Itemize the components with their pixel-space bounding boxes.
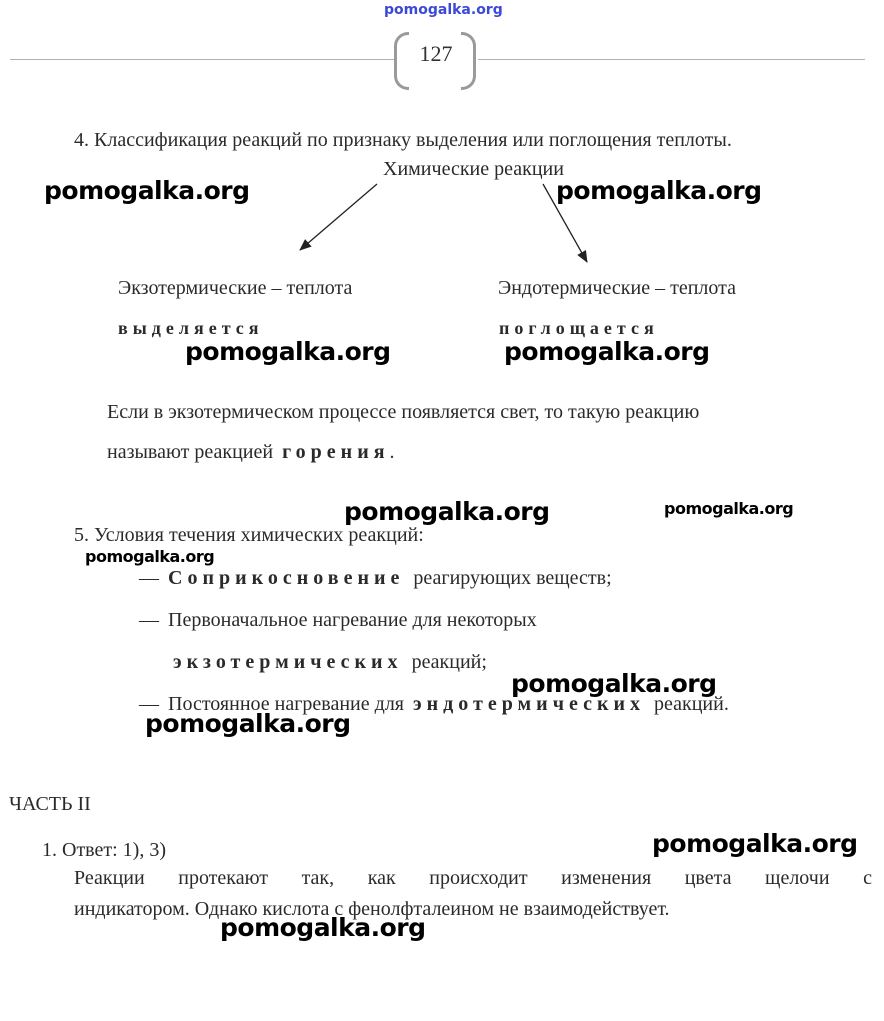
contact-emphasis: Соприкосновение [168,567,405,589]
watermark: pomogalka.org [511,669,717,698]
classification-arrows [0,0,884,300]
condition-item-initial-heating [139,609,537,632]
watermark: pomogalka.org [664,499,794,518]
part2-title: ЧАСТЬ II [9,793,91,815]
condition-item-initial-heating-cont [173,651,487,674]
list-dash: — [139,609,159,631]
endothermic-emphasis: поглощается [499,318,659,338]
section5-heading: 5. Условия течения химических реакций: [74,524,424,546]
watermark: pomogalka.org [556,176,762,205]
constant-heating-tail: реакций. [654,693,729,715]
endothermic-emphasis-2: эндотермических [413,693,646,715]
watermark: pomogalka.org [185,337,391,366]
header-site-link[interactable]: pomogalka.org [384,2,503,18]
part2-answer: 1. Ответ: 1), 3) [42,839,167,861]
combustion-emphasis: горения [282,441,390,463]
watermark: pomogalka.org [652,829,858,858]
list-dash: — [139,567,159,589]
watermark: pomogalka.org [145,709,351,738]
page-number: 127 [419,41,453,66]
initial-heating-text: Первоначальное нагревание для некоторых [168,609,537,631]
watermark: pomogalka.org [44,176,250,205]
initial-heating-tail: реакций; [411,651,487,673]
part2-explanation-line1: Реакции протекают так, как происходит изменения цвета щелочи с [74,867,872,889]
combustion-paragraph-line1: Если в экзотермическом процессе появляется свет, то такую реакцию [107,401,700,423]
section4-heading: 4. Классификация реакций по признаку выделения или поглощения теплоты. [74,129,732,151]
exothermic-emphasis: выделяется [118,318,264,338]
arrow-to-exothermic [300,184,377,250]
watermark: pomogalka.org [220,913,426,942]
endothermic-label: Эндотермические – теплота [498,277,736,299]
exothermic-emphasis-2: экзотермических [173,651,403,673]
watermark: pomogalka.org [85,547,215,566]
contact-text: реагирующих веществ; [413,567,612,589]
condition-item-contact [139,567,612,590]
exothermic-label: Экзотермические – теплота [118,277,353,299]
part2-explanation-line2: индикатором. Однако кислота с фенолфталеином не взаимодействует. [74,898,670,920]
combustion-text-pre: называют реакцией [107,441,274,463]
combustion-text-post: . [389,441,395,463]
list-dash: — [139,693,159,715]
combustion-paragraph-line2 [107,441,395,464]
watermark: pomogalka.org [504,337,710,366]
watermark: pomogalka.org [344,497,550,526]
diagram-root-label: Химические реакции [383,158,564,180]
constant-heating-text: Постоянное нагревание для [168,693,404,715]
